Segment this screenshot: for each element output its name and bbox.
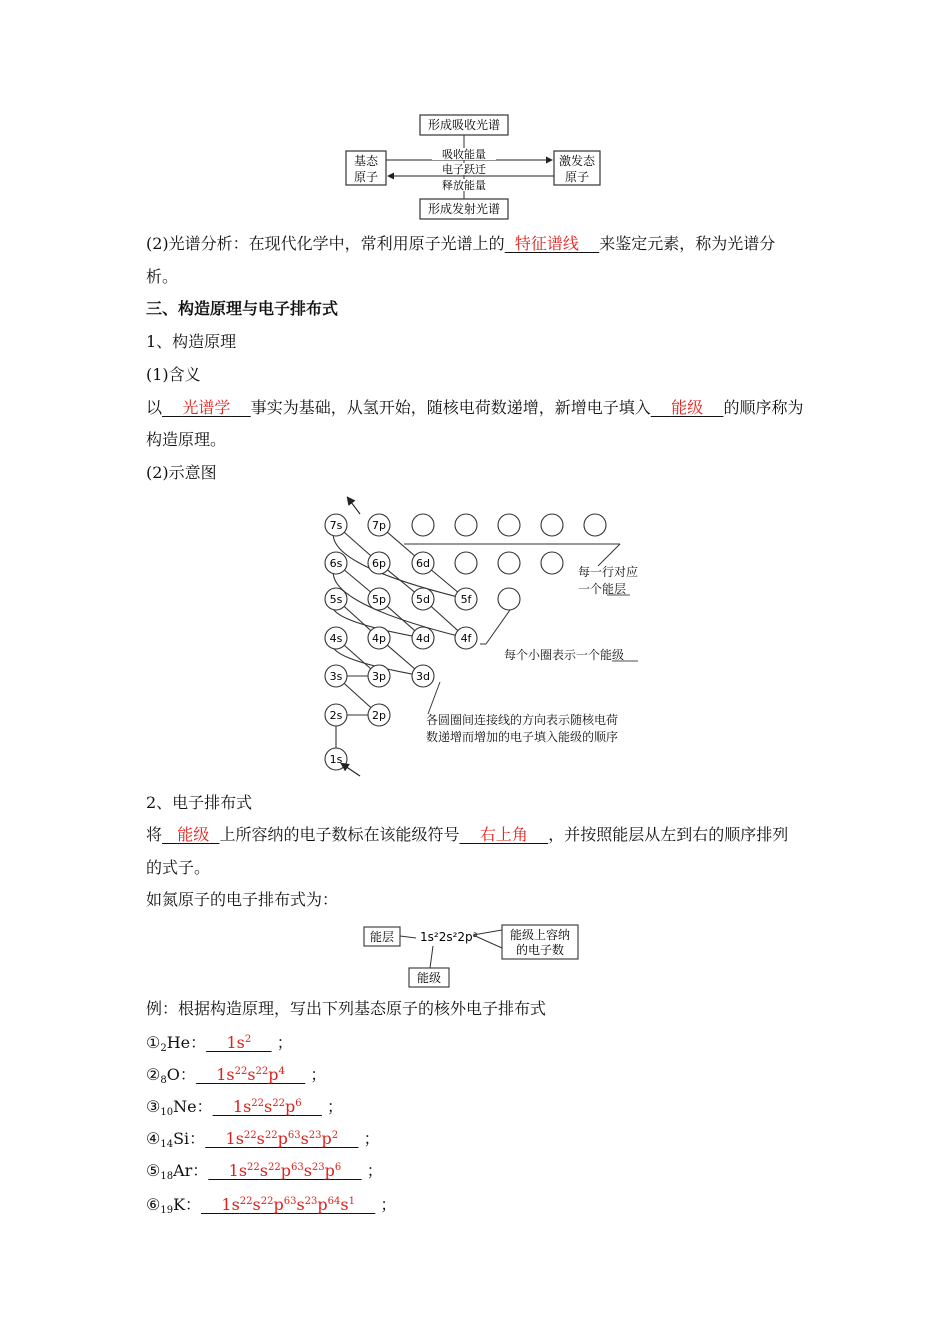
blank-energy-level: 能级: [671, 398, 704, 417]
empty-orbital-circle: [412, 514, 434, 536]
right-box-line1: 激发态: [558, 154, 596, 168]
answer-blank: [196, 1065, 305, 1084]
element-symbol: He: [166, 1033, 191, 1052]
meaning-line2: 构造原理。: [146, 430, 227, 449]
orbital-1s: [325, 748, 347, 770]
answer-blank: [208, 1161, 361, 1180]
example-row: $⑥_{19}K$： $1s^{22}s^{22}p^{63}s^{23}p^{64}s^1$ ；: [146, 1195, 397, 1216]
count-label-line2: 的电子数: [515, 943, 565, 957]
orbital-label: 4d: [416, 632, 430, 645]
example-row: $①_2He$： $1s^2$ ；: [146, 1033, 293, 1054]
orbital-label: 7p: [372, 519, 386, 532]
config-def-line1: 将 能级 上所容纳的电子数标在该能级符号 右上角 ，并按照能层从左到右的顺序排列: [146, 825, 789, 844]
orbital-3s: [325, 665, 347, 687]
orbital-label: 6p: [372, 557, 386, 570]
orbital-7s: [325, 514, 347, 536]
orbital-5f: [455, 588, 477, 610]
orbital-label: 4s: [329, 632, 343, 645]
element-symbol: Ne: [173, 1097, 197, 1116]
orbital-2p: [368, 704, 390, 726]
aufbau-diagram: [300, 492, 670, 782]
atomic-number: 14: [160, 1139, 174, 1150]
orbital-label: 7s: [329, 519, 343, 532]
top-box-label: 形成吸收光谱: [427, 118, 501, 132]
spectrum-analysis-line2: 析。: [146, 267, 179, 286]
sub1-title: 1、构造原理: [146, 332, 237, 351]
answer-config: $1s^{22}s^{22}p^4$: [216, 1065, 285, 1084]
atomic-number: 2: [160, 1043, 167, 1054]
orbital-label: 3p: [372, 670, 386, 683]
orbital-3d: [412, 665, 434, 687]
orbital-label: 3s: [329, 670, 343, 683]
orbital-7p: [368, 514, 390, 536]
answer-config: $1s^{22}s^{22}p^6$: [232, 1097, 302, 1116]
nitrogen-formula: 1s²2s²2p³: [420, 930, 478, 944]
left-box-line1: 基态: [353, 154, 379, 168]
note-arrow-line1: 各圆圈间连接线的方向表示随核电荷: [426, 713, 619, 727]
answer-blank: [205, 1129, 358, 1148]
element-symbol: Si: [173, 1129, 190, 1148]
orbital-label: 1s: [329, 753, 343, 766]
spectrum-analysis-line1: (2)光谱分析：在现代化学中，常利用原子光谱上的 特征谱线 来鉴定元素，称为光谱分: [146, 234, 776, 253]
release-label: 释放能量: [442, 179, 486, 192]
example-mark: ④: [146, 1129, 161, 1148]
orbital-label: 4f: [460, 632, 472, 645]
orbital-label: 3d: [416, 670, 430, 683]
orbital-6s: [325, 552, 347, 574]
answer-config: $1s^{22}s^{22}p^{63}s^{23}p^{64}s^1$: [221, 1195, 355, 1214]
element-symbol: O: [166, 1065, 180, 1084]
spectrum-formation-diagram: [340, 110, 610, 222]
orbital-5d: [412, 588, 434, 610]
answer-config: $1s^{22}s^{22}p^{63}s^{23}p^2$: [225, 1129, 339, 1148]
note-row-line2: 一个能层: [578, 582, 627, 596]
answer-blank: [201, 1195, 375, 1214]
answer-config: $1s^{22}s^{22}p^{63}s^{23}p^6$: [228, 1161, 342, 1180]
nitrogen-intro: 如氮原子的电子排布式为：: [146, 890, 339, 909]
example-mark: ⑤: [146, 1161, 161, 1180]
meaning-title: (1)含义: [146, 365, 201, 384]
blank-energy-level-2: 能级: [177, 825, 210, 844]
empty-orbital-circle: [498, 588, 520, 610]
empty-orbital-circle: [541, 552, 563, 574]
meaning-line1: 以 光谱学 事实为基础，从氢开始，随核电荷数递增，新增电子填入 能级 的顺序称为: [146, 398, 804, 417]
example-intro: 例：根据构造原理，写出下列基态原子的核外电子排布式: [146, 999, 547, 1018]
answer-blank: [206, 1033, 271, 1052]
blank-upper-right: 右上角: [479, 825, 528, 844]
orbital-4p: [368, 627, 390, 649]
orbital-3p: [368, 665, 390, 687]
note-circle: 每个小圈表示一个能级: [504, 648, 625, 662]
note-arrow-line2: 数递增而增加的电子填入能级的顺序: [426, 730, 619, 744]
example-row: $⑤_{18}Ar$： $1s^{22}s^{22}p^{63}s^{23}p^6$ ；: [146, 1161, 383, 1182]
orbital-5s: [325, 588, 347, 610]
orbital-label: 4p: [372, 632, 386, 645]
orbital-5p: [368, 588, 390, 610]
example-row: $④_{14}Si$： $1s^{22}s^{22}p^{63}s^{23}p^2$ ；: [146, 1129, 380, 1150]
empty-orbital-circle: [455, 552, 477, 574]
answer-config: $1s^2$: [226, 1033, 252, 1052]
absorb-label: 吸收能量: [442, 148, 486, 161]
level-label: 能级: [416, 971, 442, 985]
orbital-4s: [325, 627, 347, 649]
orbital-4f: [455, 627, 477, 649]
empty-orbital-circle: [455, 514, 477, 536]
example-row: $②_8O$： $1s^{22}s^{22}p^4$ ；: [146, 1065, 327, 1086]
orbital-label: 2p: [372, 709, 386, 722]
blank-characteristic-lines: 特征谱线: [514, 234, 579, 253]
orbital-6d: [412, 552, 434, 574]
orbital-label: 5p: [372, 593, 386, 606]
transition-label: 电子跃迁: [442, 163, 486, 176]
diagram-title: (2)示意图: [146, 463, 217, 482]
example-mark: ③: [146, 1097, 161, 1116]
element-symbol: K: [173, 1195, 186, 1214]
orbital-2s: [325, 704, 347, 726]
left-box-line2: 原子: [353, 170, 379, 184]
example-mark: ①: [146, 1033, 161, 1052]
sub2-title: 2、电子排布式: [146, 793, 253, 812]
answer-blank: [213, 1097, 322, 1116]
empty-orbital-circle: [498, 552, 520, 574]
orbital-label: 5s: [329, 593, 343, 606]
empty-orbital-circle: [541, 514, 563, 536]
config-def-line2: 的式子。: [146, 858, 211, 877]
orbital-label: 5f: [460, 593, 472, 606]
empty-orbital-circle: [584, 514, 606, 536]
example-mark: ②: [146, 1065, 161, 1084]
empty-orbital-circle: [498, 514, 520, 536]
atomic-number: 8: [160, 1075, 167, 1086]
nitrogen-config-diagram: [360, 922, 582, 990]
orbital-label: 2s: [329, 709, 343, 722]
note-row-line1: 每一行对应: [578, 565, 639, 579]
layer-label: 能层: [369, 930, 395, 944]
count-label-line1: 能级上容纳: [509, 928, 571, 942]
orbital-label: 5d: [416, 593, 430, 606]
example-row: $③_{10}Ne$： $1s^{22}s^{22}p^6$ ；: [146, 1097, 344, 1118]
atomic-number: 10: [160, 1107, 174, 1118]
orbital-label: 6s: [329, 557, 343, 570]
orbital-6p: [368, 552, 390, 574]
orbital-label: 6d: [416, 557, 430, 570]
orbital-4d: [412, 627, 434, 649]
bottom-box-label: 形成发射光谱: [427, 202, 501, 216]
element-symbol: Ar: [173, 1161, 193, 1180]
example-mark: ⑥: [146, 1195, 161, 1214]
atomic-number: 18: [160, 1171, 174, 1182]
atomic-number: 19: [160, 1205, 174, 1216]
right-box-line2: 原子: [564, 170, 590, 184]
section3-title: 三、构造原理与电子排布式: [146, 299, 339, 318]
blank-spectroscopy: 光谱学: [182, 398, 231, 417]
